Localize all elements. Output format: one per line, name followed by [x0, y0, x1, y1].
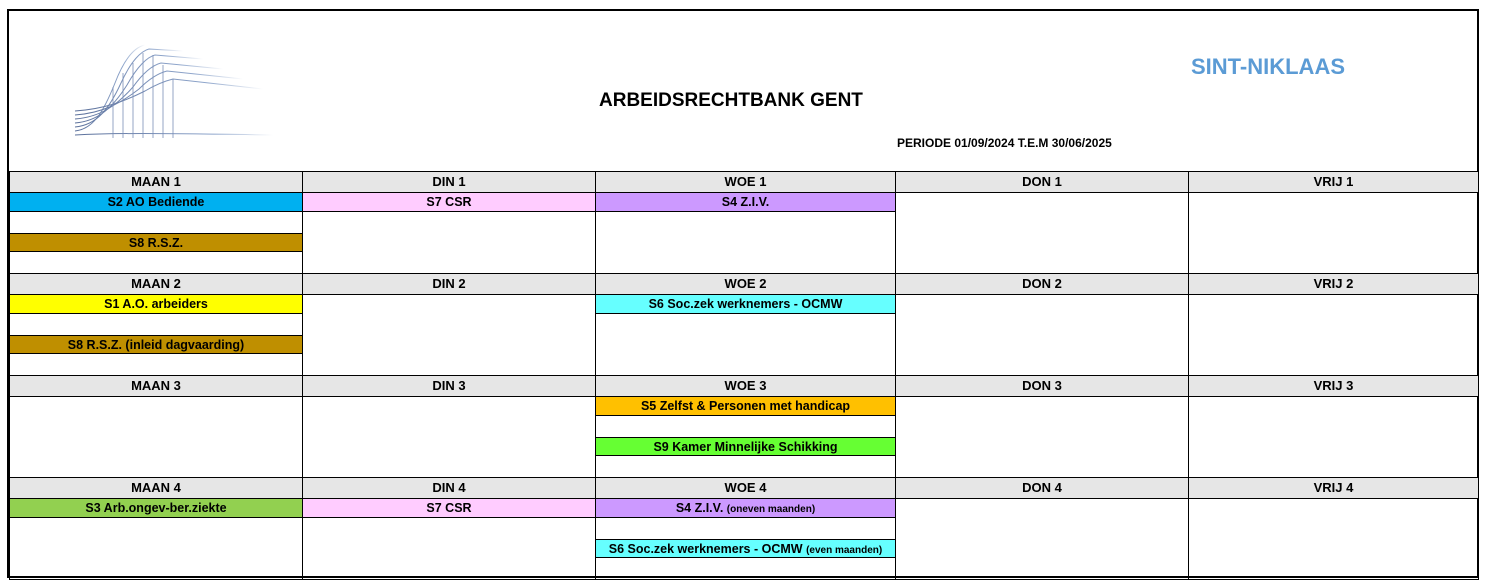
session-bar: S6 Soc.zek werknemers - OCMW: [596, 295, 895, 314]
cell-woe-3: [596, 397, 896, 478]
schedule-sheet: [7, 9, 1479, 578]
session-bar: S8 R.S.Z. (inleid dagvaarding): [10, 335, 302, 354]
day-header-don-3: DON 3: [896, 376, 1189, 397]
session-bar: S8 R.S.Z.: [10, 233, 302, 252]
court-title: ARBEIDSRECHTBANK GENT: [599, 90, 863, 111]
session-bar: S3 Arb.ongev-ber.ziekte: [10, 499, 302, 518]
cell-don-2: [896, 295, 1189, 376]
day-header-din-3: DIN 3: [303, 376, 596, 397]
cell-don-1: [896, 193, 1189, 274]
day-header-maan-3: MAAN 3: [10, 376, 303, 397]
day-header-woe-4: WOE 4: [596, 478, 896, 499]
cell-vrij-4: [1189, 499, 1479, 580]
day-header-vrij-4: VRIJ 4: [1189, 478, 1479, 499]
day-header-maan-2: MAAN 2: [10, 274, 303, 295]
week-1-sessions-row: [10, 193, 1479, 274]
week-4-header-row: [10, 478, 1479, 499]
cell-din-4: [303, 499, 596, 580]
week-2-sessions-row: [10, 295, 1479, 376]
cell-vrij-2: [1189, 295, 1479, 376]
day-header-don-2: DON 2: [896, 274, 1189, 295]
session-bar: S4 Z.I.V.: [596, 193, 895, 212]
cell-don-3: [896, 397, 1189, 478]
session-bar: [596, 539, 895, 558]
day-header-maan-1: MAAN 1: [10, 172, 303, 193]
day-header-vrij-3: VRIJ 3: [1189, 376, 1479, 397]
day-header-don-4: DON 4: [896, 478, 1189, 499]
day-header-don-1: DON 1: [896, 172, 1189, 193]
cell-woe-1: [596, 193, 896, 274]
day-header-din-2: DIN 2: [303, 274, 596, 295]
session-bar: [596, 499, 895, 518]
cell-din-3: [303, 397, 596, 478]
session-note: (even maanden): [806, 545, 883, 556]
cell-maan-4: [10, 499, 303, 580]
session-bar: S7 CSR: [303, 499, 595, 518]
session-bar: S9 Kamer Minnelijke Schikking: [596, 437, 895, 456]
session-label: S4 Z.I.V.: [675, 501, 724, 515]
session-bar: S2 AO Bediende: [10, 193, 302, 212]
period-label: PERIODE 01/09/2024 T.E.M 30/06/2025: [897, 136, 1112, 150]
weekly-schedule-table: [9, 171, 1479, 580]
day-header-din-1: DIN 1: [303, 172, 596, 193]
sheet-header: [9, 11, 1477, 173]
cell-woe-4: [596, 499, 896, 580]
cell-maan-2: [10, 295, 303, 376]
week-1-header-row: [10, 172, 1479, 193]
cell-din-2: [303, 295, 596, 376]
cell-maan-1: [10, 193, 303, 274]
week-3-sessions-row: [10, 397, 1479, 478]
cell-maan-3: [10, 397, 303, 478]
week-2-header-row: [10, 274, 1479, 295]
day-header-vrij-2: VRIJ 2: [1189, 274, 1479, 295]
day-header-din-4: DIN 4: [303, 478, 596, 499]
cell-woe-2: [596, 295, 896, 376]
cell-don-4: [896, 499, 1189, 580]
cell-din-1: [303, 193, 596, 274]
court-building-logo: [73, 43, 283, 139]
day-header-woe-1: WOE 1: [596, 172, 896, 193]
week-3-header-row: [10, 376, 1479, 397]
cell-vrij-1: [1189, 193, 1479, 274]
day-header-vrij-1: VRIJ 1: [1189, 172, 1479, 193]
session-bar: S1 A.O. arbeiders: [10, 295, 302, 314]
day-header-woe-3: WOE 3: [596, 376, 896, 397]
session-bar: S5 Zelfst & Personen met handicap: [596, 397, 895, 416]
day-header-woe-2: WOE 2: [596, 274, 896, 295]
week-4-sessions-row: [10, 499, 1479, 580]
session-label: S6 Soc.zek werknemers - OCMW: [608, 542, 803, 556]
session-note: (oneven maanden): [726, 504, 816, 515]
session-bar: S7 CSR: [303, 193, 595, 212]
city-name: SINT-NIKLAAS: [1191, 54, 1345, 79]
day-header-maan-4: MAAN 4: [10, 478, 303, 499]
cell-vrij-3: [1189, 397, 1479, 478]
